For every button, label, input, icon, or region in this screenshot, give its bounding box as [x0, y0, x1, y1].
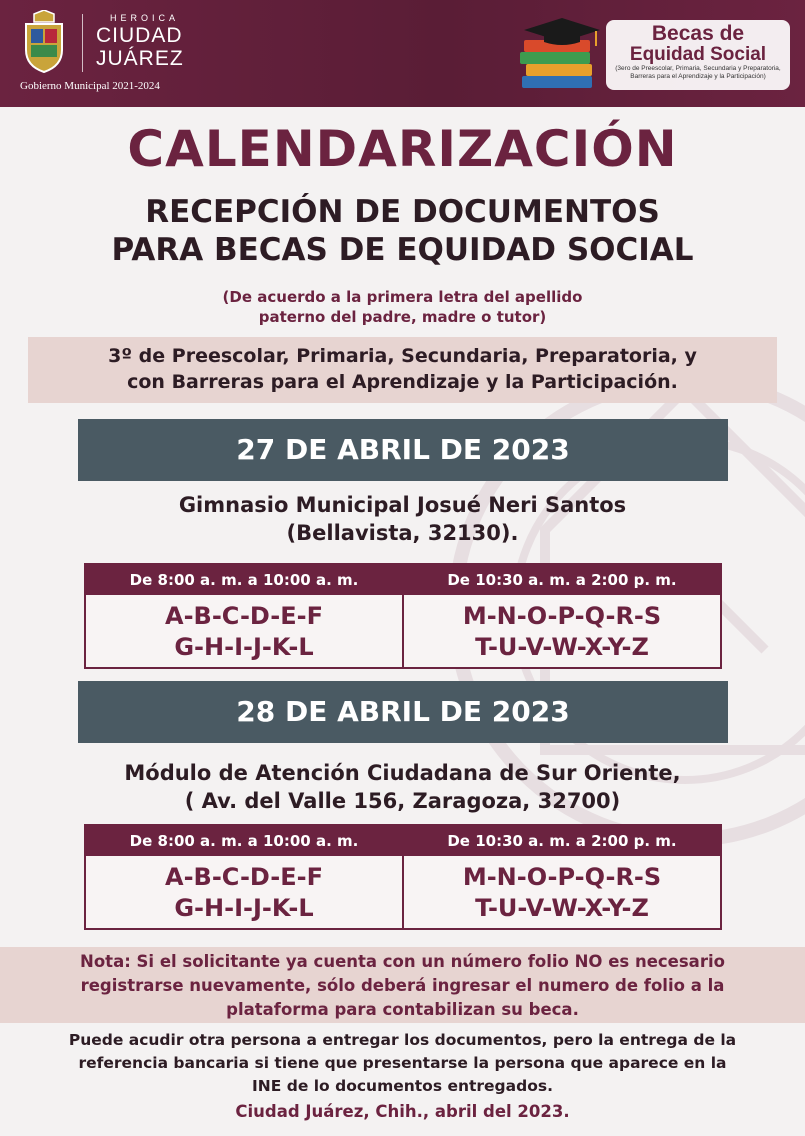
program-subtitle-line2: Barreras para el Aprendizaje y la Participación)	[630, 73, 766, 80]
header-divider	[82, 14, 83, 72]
program-title	[606, 20, 790, 90]
delivery-info-line2: referencia bancaria si tiene que presentarse la persona que aparece en la	[78, 1054, 727, 1072]
slot-letters	[86, 595, 402, 667]
graduation-cap-books-icon	[518, 18, 602, 94]
program-logo	[518, 14, 790, 94]
criteria-note-line2: paterno del padre, madre o tutor)	[258, 308, 547, 326]
schedule-table-day2	[84, 824, 722, 930]
program-subtitle-line1: (3ero de Preescolar, Primaria, Secundaria y Preparatoria,	[615, 65, 781, 72]
school-levels	[28, 337, 777, 403]
delivery-info-line1: Puede acudir otra persona a entregar los documentos, pero la entrega de la	[68, 1031, 737, 1049]
program-title-line2: Equidad Social	[629, 44, 767, 65]
venue-day1	[0, 491, 805, 547]
school-levels-line2: con Barreras para el Aprendizaje y la Participación.	[127, 371, 678, 393]
schedule-slot-afternoon	[402, 826, 720, 928]
venue-day2-line1: Módulo de Atención Ciudadana de Sur Oriente,	[124, 761, 681, 785]
slot-letters-line1: M-N-O-P-Q-R-S	[462, 863, 662, 891]
slot-letters	[404, 595, 720, 667]
criteria-note-line1: (De acuerdo a la primera letra del apellido	[222, 288, 583, 306]
city-heroica-label: HEROICA	[110, 13, 180, 23]
slot-time: De 10:30 a. m. a 2:00 p. m.	[404, 826, 720, 856]
city-name-line2: JUÁREZ	[96, 47, 184, 70]
city-crest-icon	[20, 10, 68, 74]
slot-letters-line1: A-B-C-D-E-F	[165, 602, 323, 630]
criteria-note	[0, 287, 805, 327]
city-name	[96, 24, 184, 70]
slot-letters-line2: T-U-V-W-X-Y-Z	[475, 894, 649, 922]
slot-time: De 10:30 a. m. a 2:00 p. m.	[404, 565, 720, 595]
schedule-slot-afternoon	[402, 565, 720, 667]
slot-letters-line2: G-H-I-J-K-L	[174, 633, 314, 661]
slot-time: De 8:00 a. m. a 10:00 a. m.	[86, 826, 402, 856]
school-levels-line1: 3º de Preescolar, Primaria, Secundaria, Preparatoria, y	[108, 345, 697, 367]
date-band-day1: 27 DE ABRIL DE 2023	[78, 419, 728, 481]
slot-letters-line1: A-B-C-D-E-F	[165, 863, 323, 891]
venue-day1-line2: (Bellavista, 32130).	[286, 521, 519, 545]
slot-letters-line2: T-U-V-W-X-Y-Z	[475, 633, 649, 661]
slot-letters-line1: M-N-O-P-Q-R-S	[462, 602, 662, 630]
date-band-day2: 28 DE ABRIL DE 2023	[78, 681, 728, 743]
schedule-slot-morning	[86, 826, 402, 928]
venue-day2	[0, 759, 805, 815]
venue-day2-line2: ( Av. del Valle 156, Zaragoza, 32700)	[184, 789, 621, 813]
folio-note	[0, 947, 805, 1023]
page-subtitle-line2: PARA BECAS DE EQUIDAD SOCIAL	[111, 232, 694, 268]
page-subtitle	[0, 193, 805, 269]
program-title-line1: Becas de	[651, 22, 745, 45]
schedule-table-day1	[84, 563, 722, 669]
page-title: CALENDARIZACIÓN	[127, 120, 678, 178]
slot-letters	[86, 856, 402, 928]
city-name-line1: CIUDAD	[96, 24, 183, 47]
folio-note-line3: plataforma para contabilizan su beca.	[226, 1000, 579, 1019]
venue-day1-line1: Gimnasio Municipal Josué Neri Santos	[178, 493, 627, 517]
government-label: Gobierno Municipal 2021-2024	[20, 80, 160, 92]
delivery-info	[0, 1029, 805, 1098]
folio-note-line2: registrarse nuevamente, sólo deberá ingresar el numero de folio a la	[80, 976, 725, 995]
folio-note-line1: Nota: Si el solicitante ya cuenta con un número folio NO es necesario	[80, 952, 725, 971]
header-bar	[0, 0, 805, 107]
place-date-signoff: Ciudad Juárez, Chih., abril del 2023.	[235, 1102, 570, 1121]
slot-letters-line2: G-H-I-J-K-L	[174, 894, 314, 922]
slot-letters	[404, 856, 720, 928]
slot-time: De 8:00 a. m. a 10:00 a. m.	[86, 565, 402, 595]
delivery-info-line3: INE de lo documentos entregados.	[252, 1077, 553, 1095]
schedule-slot-morning	[86, 565, 402, 667]
page-subtitle-line1: RECEPCIÓN DE DOCUMENTOS	[145, 194, 660, 230]
